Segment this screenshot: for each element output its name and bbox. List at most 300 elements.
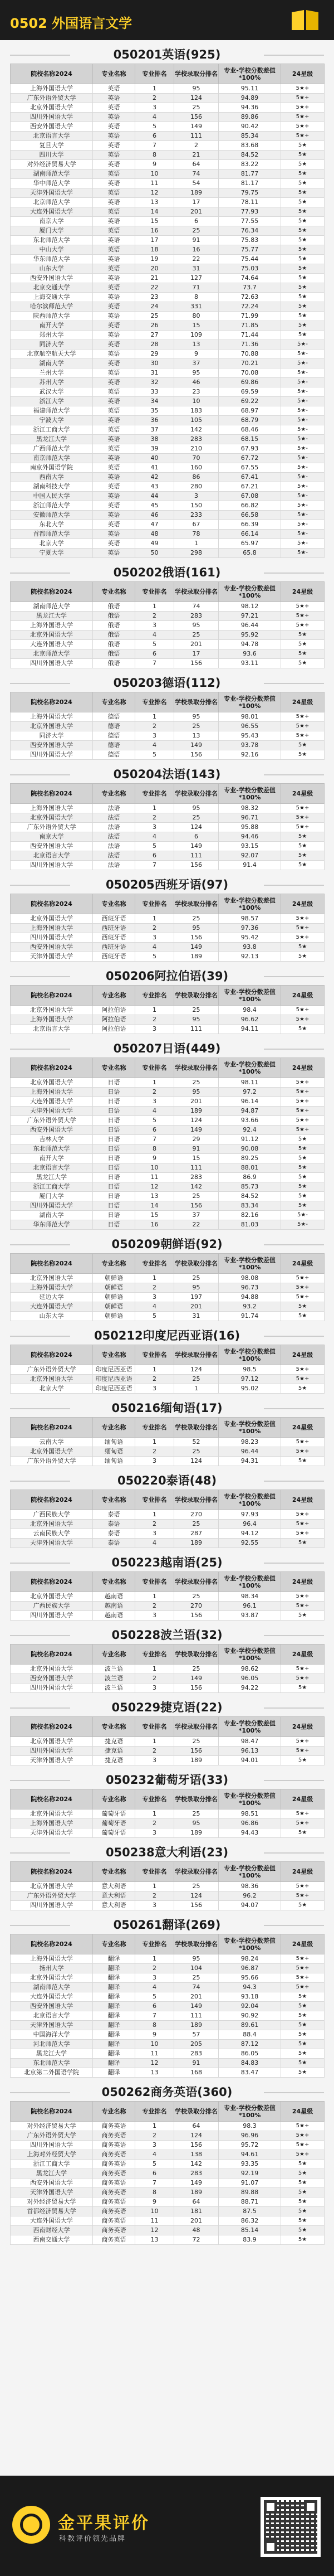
cell-name: 西安外国语大学: [11, 2002, 93, 2011]
cell-pct: 66.14: [219, 530, 281, 539]
cell-rank: 1: [135, 602, 174, 612]
cell-rank: 11: [135, 179, 174, 188]
cell-pct: 74.64: [219, 274, 281, 283]
cell-school-rank: 57: [174, 2030, 219, 2040]
cell-major: 日语: [93, 1192, 135, 1201]
cell-level: 5★-: [281, 368, 325, 378]
table-row: [11, 1457, 325, 1466]
cell-major: 翻译: [93, 1964, 135, 1973]
cell-name: 黑龙江大学: [11, 1173, 93, 1182]
table-row: [11, 160, 325, 169]
cell-school-rank: 74: [174, 169, 219, 179]
book-icon: [289, 8, 321, 32]
cell-major: 英语: [93, 492, 135, 501]
cell-name: 南京外国语学院: [11, 463, 93, 473]
table-row: [11, 368, 325, 378]
cell-rank: 36: [135, 416, 174, 425]
table-row: [11, 1116, 325, 1126]
cell-name: 北京外国语大学: [11, 1592, 93, 1602]
cell-major: 翻译: [93, 1954, 135, 1964]
footer-slogan: 科教评价领先品牌: [59, 2535, 126, 2543]
cell-name: 天津外国语大学: [11, 188, 93, 198]
column-header-pct: 专业-学校分数差值*100%: [219, 1789, 281, 1809]
section-title: 050238意大利语(23): [10, 1844, 324, 1861]
cell-major: 商务英语: [93, 2141, 135, 2150]
cell-major: 日语: [93, 1154, 135, 1163]
column-header-school-rank: 学校录取分排名: [174, 2102, 219, 2122]
cell-school-rank: 22: [174, 1220, 219, 1230]
cell-major: 西班牙语: [93, 933, 135, 943]
cell-level: 5★-: [281, 520, 325, 530]
table-row: [11, 1088, 325, 1097]
column-header-name: 院校名称2024: [11, 64, 93, 84]
cell-pct: 69.59: [219, 387, 281, 397]
table-row: [11, 482, 325, 492]
cell-rank: 2: [135, 94, 174, 103]
table-row: [11, 1144, 325, 1154]
cell-name: 浙江工商大学: [11, 425, 93, 435]
cell-rank: 50: [135, 549, 174, 558]
cell-major: 英语: [93, 179, 135, 188]
cell-major: 商务英语: [93, 2179, 135, 2188]
cell-rank: 9: [135, 1154, 174, 1163]
column-header-name: 院校名称2024: [11, 1789, 93, 1809]
cell-rank: 48: [135, 530, 174, 539]
column-header-level: 24星级: [281, 1058, 325, 1078]
table-row: [11, 1192, 325, 1201]
cell-level: 5★: [281, 160, 325, 169]
cell-name: 湖南大学: [11, 359, 93, 368]
column-header-major: 专业名称: [93, 1717, 135, 1737]
table-row: [11, 473, 325, 482]
cell-pct: 67.72: [219, 454, 281, 463]
ranking-table: [10, 64, 325, 558]
cell-pct: 97.12: [219, 1375, 281, 1384]
cell-school-rank: 138: [174, 2150, 219, 2160]
table-row: [11, 2049, 325, 2059]
cell-school-rank: 270: [174, 1510, 219, 1520]
column-header-major: 专业名称: [93, 1934, 135, 1954]
cell-major: 翻译: [93, 2059, 135, 2068]
cell-rank: 3: [135, 1529, 174, 1539]
cell-level: 5★-: [281, 511, 325, 520]
table-row: [11, 1520, 325, 1529]
table-row: [11, 2216, 325, 2226]
table-row: [11, 1293, 325, 1302]
footer: [0, 2476, 334, 2576]
cell-major: 英语: [93, 444, 135, 454]
cell-rank: 6: [135, 2002, 174, 2011]
cell-level: 5★: [281, 1192, 325, 1201]
column-header-pct: 专业-学校分数差值*100%: [219, 1345, 281, 1365]
table-row: [11, 1983, 325, 1992]
cell-school-rank: 46: [174, 378, 219, 387]
table-row: [11, 1126, 325, 1135]
column-header-school-rank: 学校录取分排名: [174, 1345, 219, 1365]
cell-pct: 94.61: [219, 2150, 281, 2160]
cell-name: 哈尔滨师范大学: [11, 302, 93, 312]
column-header-pct: 专业-学校分数差值*100%: [219, 784, 281, 804]
cell-level: 5★-: [281, 350, 325, 359]
cell-school-rank: 95: [174, 368, 219, 378]
column-header-level: 24星级: [281, 582, 325, 602]
cell-pct: 96.71: [219, 813, 281, 823]
cell-school-rank: 25: [174, 1882, 219, 1891]
table-row: [11, 943, 325, 952]
cell-pct: 67.93: [219, 444, 281, 454]
cell-name: 中山大学: [11, 245, 93, 255]
cell-level: 5★+: [281, 914, 325, 924]
cell-name: 西南财经大学: [11, 2226, 93, 2235]
table-row: [11, 722, 325, 731]
cell-major: 俄语: [93, 621, 135, 630]
cell-rank: 49: [135, 539, 174, 549]
table-row: [11, 1274, 325, 1283]
cell-rank: 20: [135, 264, 174, 274]
table-row: [11, 952, 325, 962]
cell-major: 日语: [93, 1088, 135, 1097]
column-header-level: 24星级: [281, 1644, 325, 1665]
cell-major: 日语: [93, 1116, 135, 1126]
cell-level: 5★: [281, 630, 325, 640]
cell-level: 5★+: [281, 1293, 325, 1302]
cell-pct: 98.11: [219, 1078, 281, 1088]
cell-school-rank: 149: [174, 741, 219, 750]
column-header-name: 院校名称2024: [11, 1345, 93, 1365]
cell-level: 5★: [281, 245, 325, 255]
column-header-name: 院校名称2024: [11, 692, 93, 712]
cell-major: 英语: [93, 378, 135, 387]
cell-pct: 98.51: [219, 1809, 281, 1819]
table-row: [11, 1384, 325, 1394]
cell-pct: 92.16: [219, 750, 281, 760]
cell-major: 俄语: [93, 630, 135, 640]
cell-pct: 96.1: [219, 1602, 281, 1611]
cell-school-rank: 95: [174, 924, 219, 933]
cell-rank: 1: [135, 1809, 174, 1819]
table-row: [11, 416, 325, 425]
cell-school-rank: 149: [174, 943, 219, 952]
column-header-pct: 专业-学校分数差值*100%: [219, 1934, 281, 1954]
table-row: [11, 1592, 325, 1602]
column-header-school-rank: 学校录取分排名: [174, 1789, 219, 1809]
column-header-major: 专业名称: [93, 1862, 135, 1882]
cell-school-rank: 183: [174, 406, 219, 416]
table-row: [11, 84, 325, 94]
column-header-rank: 专业排名: [135, 1789, 174, 1809]
cell-major: 英语: [93, 473, 135, 482]
column-header-major: 专业名称: [93, 1644, 135, 1665]
column-header-major: 专业名称: [93, 1058, 135, 1078]
cell-rank: 37: [135, 425, 174, 435]
cell-school-rank: 189: [174, 952, 219, 962]
cell-major: 意大利语: [93, 1891, 135, 1901]
column-header-rank: 专业排名: [135, 986, 174, 1006]
table-row: [11, 2131, 325, 2141]
cell-name: 黑龙江大学: [11, 2049, 93, 2059]
column-header-name: 院校名称2024: [11, 986, 93, 1006]
cell-pct: 67.08: [219, 492, 281, 501]
cell-school-rank: 298: [174, 549, 219, 558]
cell-rank: 39: [135, 444, 174, 454]
table-row: [11, 1375, 325, 1384]
cell-major: 翻译: [93, 2011, 135, 2021]
table-row: [11, 1819, 325, 1828]
cell-rank: 4: [135, 1107, 174, 1116]
cell-level: 5★+: [281, 1438, 325, 1447]
major-section: [10, 765, 324, 870]
table-row: [11, 1539, 325, 1548]
cell-pct: 98.62: [219, 1665, 281, 1674]
column-header-rank: 专业排名: [135, 1862, 174, 1882]
ranking-table: [10, 1057, 325, 1230]
cell-major: 日语: [93, 1144, 135, 1154]
cell-level: 5★+: [281, 1510, 325, 1520]
cell-pct: 87.12: [219, 2040, 281, 2049]
cell-major: 日语: [93, 1163, 135, 1173]
column-header-major: 专业名称: [93, 582, 135, 602]
cell-level: 5★+: [281, 924, 325, 933]
cell-rank: 3: [135, 1097, 174, 1107]
cell-pct: 98.24: [219, 1954, 281, 1964]
cell-name: 浙江工商大学: [11, 1182, 93, 1192]
column-header-level: 24星级: [281, 64, 325, 84]
cell-level: 5★+: [281, 722, 325, 731]
cell-level: 5★: [281, 2188, 325, 2197]
cell-level: 5★: [281, 2160, 325, 2169]
cell-name: 广东外语外贸大学: [11, 823, 93, 832]
cell-rank: 5: [135, 122, 174, 132]
cell-name: 北京语言大学: [11, 2011, 93, 2021]
cell-level: 5★: [281, 302, 325, 312]
table-row: [11, 731, 325, 741]
cell-major: 朝鲜语: [93, 1302, 135, 1312]
cell-level: 5★: [281, 188, 325, 198]
cell-name: 宁波大学: [11, 416, 93, 425]
cell-pct: 70.08: [219, 368, 281, 378]
cell-rank: 7: [135, 2179, 174, 2188]
column-header-rank: 专业排名: [135, 1717, 174, 1737]
major-section: [10, 2083, 324, 2245]
cell-school-rank: 13: [174, 731, 219, 741]
cell-school-rank: 104: [174, 1964, 219, 1973]
ranking-table: [10, 1861, 325, 1910]
cell-rank: 47: [135, 520, 174, 530]
major-section: [10, 1844, 324, 1910]
cell-pct: 94.46: [219, 832, 281, 842]
cell-pct: 96.44: [219, 1447, 281, 1457]
cell-major: 翻译: [93, 2068, 135, 2078]
cell-school-rank: 21: [174, 151, 219, 160]
cell-name: 中国人民大学: [11, 492, 93, 501]
cell-rank: 4: [135, 741, 174, 750]
column-header-name: 院校名称2024: [11, 1934, 93, 1954]
cell-rank: 10: [135, 2040, 174, 2049]
cell-rank: 2: [135, 1964, 174, 1973]
cell-school-rank: 189: [174, 2188, 219, 2197]
cell-rank: 2: [135, 1375, 174, 1384]
column-header-name: 院校名称2024: [11, 1058, 93, 1078]
cell-rank: 3: [135, 2141, 174, 2150]
table-row: [11, 2122, 325, 2131]
table-row: [11, 387, 325, 397]
cell-pct: 94.89: [219, 94, 281, 103]
cell-pct: 98.3: [219, 2122, 281, 2131]
column-header-major: 专业名称: [93, 2102, 135, 2122]
cell-name: 广东外语外贸大学: [11, 1365, 93, 1375]
column-header-name: 院校名称2024: [11, 784, 93, 804]
cell-school-rank: 25: [174, 1006, 219, 1015]
cell-name: 厦门大学: [11, 226, 93, 236]
cell-level: 5★+: [281, 1447, 325, 1457]
cell-major: 法语: [93, 842, 135, 851]
cell-rank: 21: [135, 274, 174, 283]
table-row: [11, 1737, 325, 1747]
cell-pct: 95.66: [219, 1973, 281, 1983]
section-title: 050212印度尼西亚语(16): [10, 1327, 324, 1345]
ranking-table: [10, 1789, 325, 1838]
column-header-name: 院校名称2024: [11, 1572, 93, 1592]
cell-pct: 94.88: [219, 1293, 281, 1302]
cell-school-rank: 156: [174, 2141, 219, 2150]
cell-name: 北京语言大学: [11, 1163, 93, 1173]
cell-name: 北京外国语大学: [11, 1737, 93, 1747]
cell-level: 5★: [281, 1992, 325, 2002]
table-row: [11, 1447, 325, 1457]
cell-name: 北京师范大学: [11, 649, 93, 659]
cell-level: 5★+: [281, 602, 325, 612]
cell-level: 5★: [281, 141, 325, 151]
cell-school-rank: 189: [174, 1107, 219, 1116]
table-row: [11, 501, 325, 511]
cell-pct: 94.22: [219, 1684, 281, 1693]
cell-pct: 81.77: [219, 169, 281, 179]
major-section: [10, 1699, 324, 1765]
cell-name: 广西师范大学: [11, 444, 93, 454]
cell-school-rank: 25: [174, 1520, 219, 1529]
table-row: [11, 1973, 325, 1983]
cell-rank: 25: [135, 312, 174, 321]
table-row: [11, 530, 325, 539]
cell-name: 西安外国语大学: [11, 274, 93, 283]
cell-rank: 19: [135, 255, 174, 264]
column-header-school-rank: 学校录取分排名: [174, 784, 219, 804]
cell-school-rank: 142: [174, 1182, 219, 1192]
column-header-school-rank: 学校录取分排名: [174, 1254, 219, 1274]
table-row: [11, 1529, 325, 1539]
section-title: 050202俄语(161): [10, 564, 324, 581]
cell-name: 对外经济贸易大学: [11, 2122, 93, 2131]
table-row: [11, 1173, 325, 1182]
cell-level: 5★: [281, 750, 325, 760]
cell-school-rank: 52: [174, 1438, 219, 1447]
cell-major: 日语: [93, 1211, 135, 1220]
column-header-name: 院校名称2024: [11, 1418, 93, 1438]
cell-rank: 4: [135, 113, 174, 122]
footer-brand: 金平果评价: [58, 2514, 150, 2533]
cell-school-rank: 25: [174, 1078, 219, 1088]
cell-name: 南京师范大学: [11, 454, 93, 463]
cell-name: 东北师范大学: [11, 1144, 93, 1154]
cell-level: 5★+: [281, 122, 325, 132]
cell-major: 翻译: [93, 2040, 135, 2049]
cell-name: 山东大学: [11, 1312, 93, 1321]
table-row: [11, 1756, 325, 1765]
cell-level: 5★+: [281, 612, 325, 621]
column-header-school-rank: 学校录取分排名: [174, 692, 219, 712]
cell-level: 5★: [281, 1756, 325, 1765]
cell-major: 英语: [93, 321, 135, 331]
cell-name: 南开大学: [11, 321, 93, 331]
cell-level: 5★: [281, 1135, 325, 1144]
table-row: [11, 293, 325, 302]
table-row: [11, 226, 325, 236]
table-row: [11, 1747, 325, 1756]
cell-pct: 91.4: [219, 861, 281, 870]
column-header-major: 专业名称: [93, 1572, 135, 1592]
cell-school-rank: 31: [174, 1312, 219, 1321]
ranking-table: [10, 1253, 325, 1321]
table-row: [11, 302, 325, 312]
cell-rank: 14: [135, 207, 174, 217]
cell-name: 西南交通大学: [11, 2235, 93, 2245]
cell-major: 法语: [93, 832, 135, 842]
cell-name: 同济大学: [11, 731, 93, 741]
cell-level: 5★-: [281, 359, 325, 368]
cell-level: 5★: [281, 832, 325, 842]
cell-level: 5★: [281, 943, 325, 952]
cell-name: 四川外国语大学: [11, 1201, 93, 1211]
cell-pct: 93.87: [219, 1611, 281, 1621]
cell-major: 英语: [93, 454, 135, 463]
cell-level: 5★: [281, 1154, 325, 1163]
column-header-rank: 专业排名: [135, 1058, 174, 1078]
cell-level: 5★+: [281, 1592, 325, 1602]
cell-level: 5★: [281, 1684, 325, 1693]
column-header-pct: 专业-学校分数差值*100%: [219, 1717, 281, 1737]
cell-name: 武汉大学: [11, 387, 93, 397]
cell-name: 北京外国语大学: [11, 103, 93, 113]
cell-school-rank: 91: [174, 236, 219, 245]
cell-rank: 3: [135, 1025, 174, 1034]
cell-pct: 83.34: [219, 1201, 281, 1211]
cell-pct: 95.11: [219, 84, 281, 94]
cell-school-rank: 189: [174, 188, 219, 198]
cell-level: 5★-: [281, 387, 325, 397]
cell-pct: 97.36: [219, 924, 281, 933]
cell-school-rank: 156: [174, 861, 219, 870]
cell-name: 北京外国语大学: [11, 1078, 93, 1088]
table-row: [11, 1365, 325, 1375]
column-header-pct: 专业-学校分数差值*100%: [219, 692, 281, 712]
cell-pct: 85.14: [219, 2226, 281, 2235]
cell-rank: 13: [135, 1192, 174, 1201]
table-row: [11, 2150, 325, 2160]
cell-major: 日语: [93, 1201, 135, 1211]
cell-name: 西南大学: [11, 473, 93, 482]
cell-level: 5★+: [281, 1107, 325, 1116]
cell-rank: 3: [135, 1384, 174, 1394]
cell-school-rank: 149: [174, 842, 219, 851]
column-header-school-rank: 学校录取分排名: [174, 1418, 219, 1438]
table-row: [11, 659, 325, 668]
cell-level: 5★+: [281, 1737, 325, 1747]
cell-level: 5★: [281, 179, 325, 188]
table-row: [11, 2169, 325, 2179]
cell-level: 5★: [281, 1163, 325, 1173]
table-row: [11, 1182, 325, 1192]
column-header-rank: 专业排名: [135, 1345, 174, 1365]
